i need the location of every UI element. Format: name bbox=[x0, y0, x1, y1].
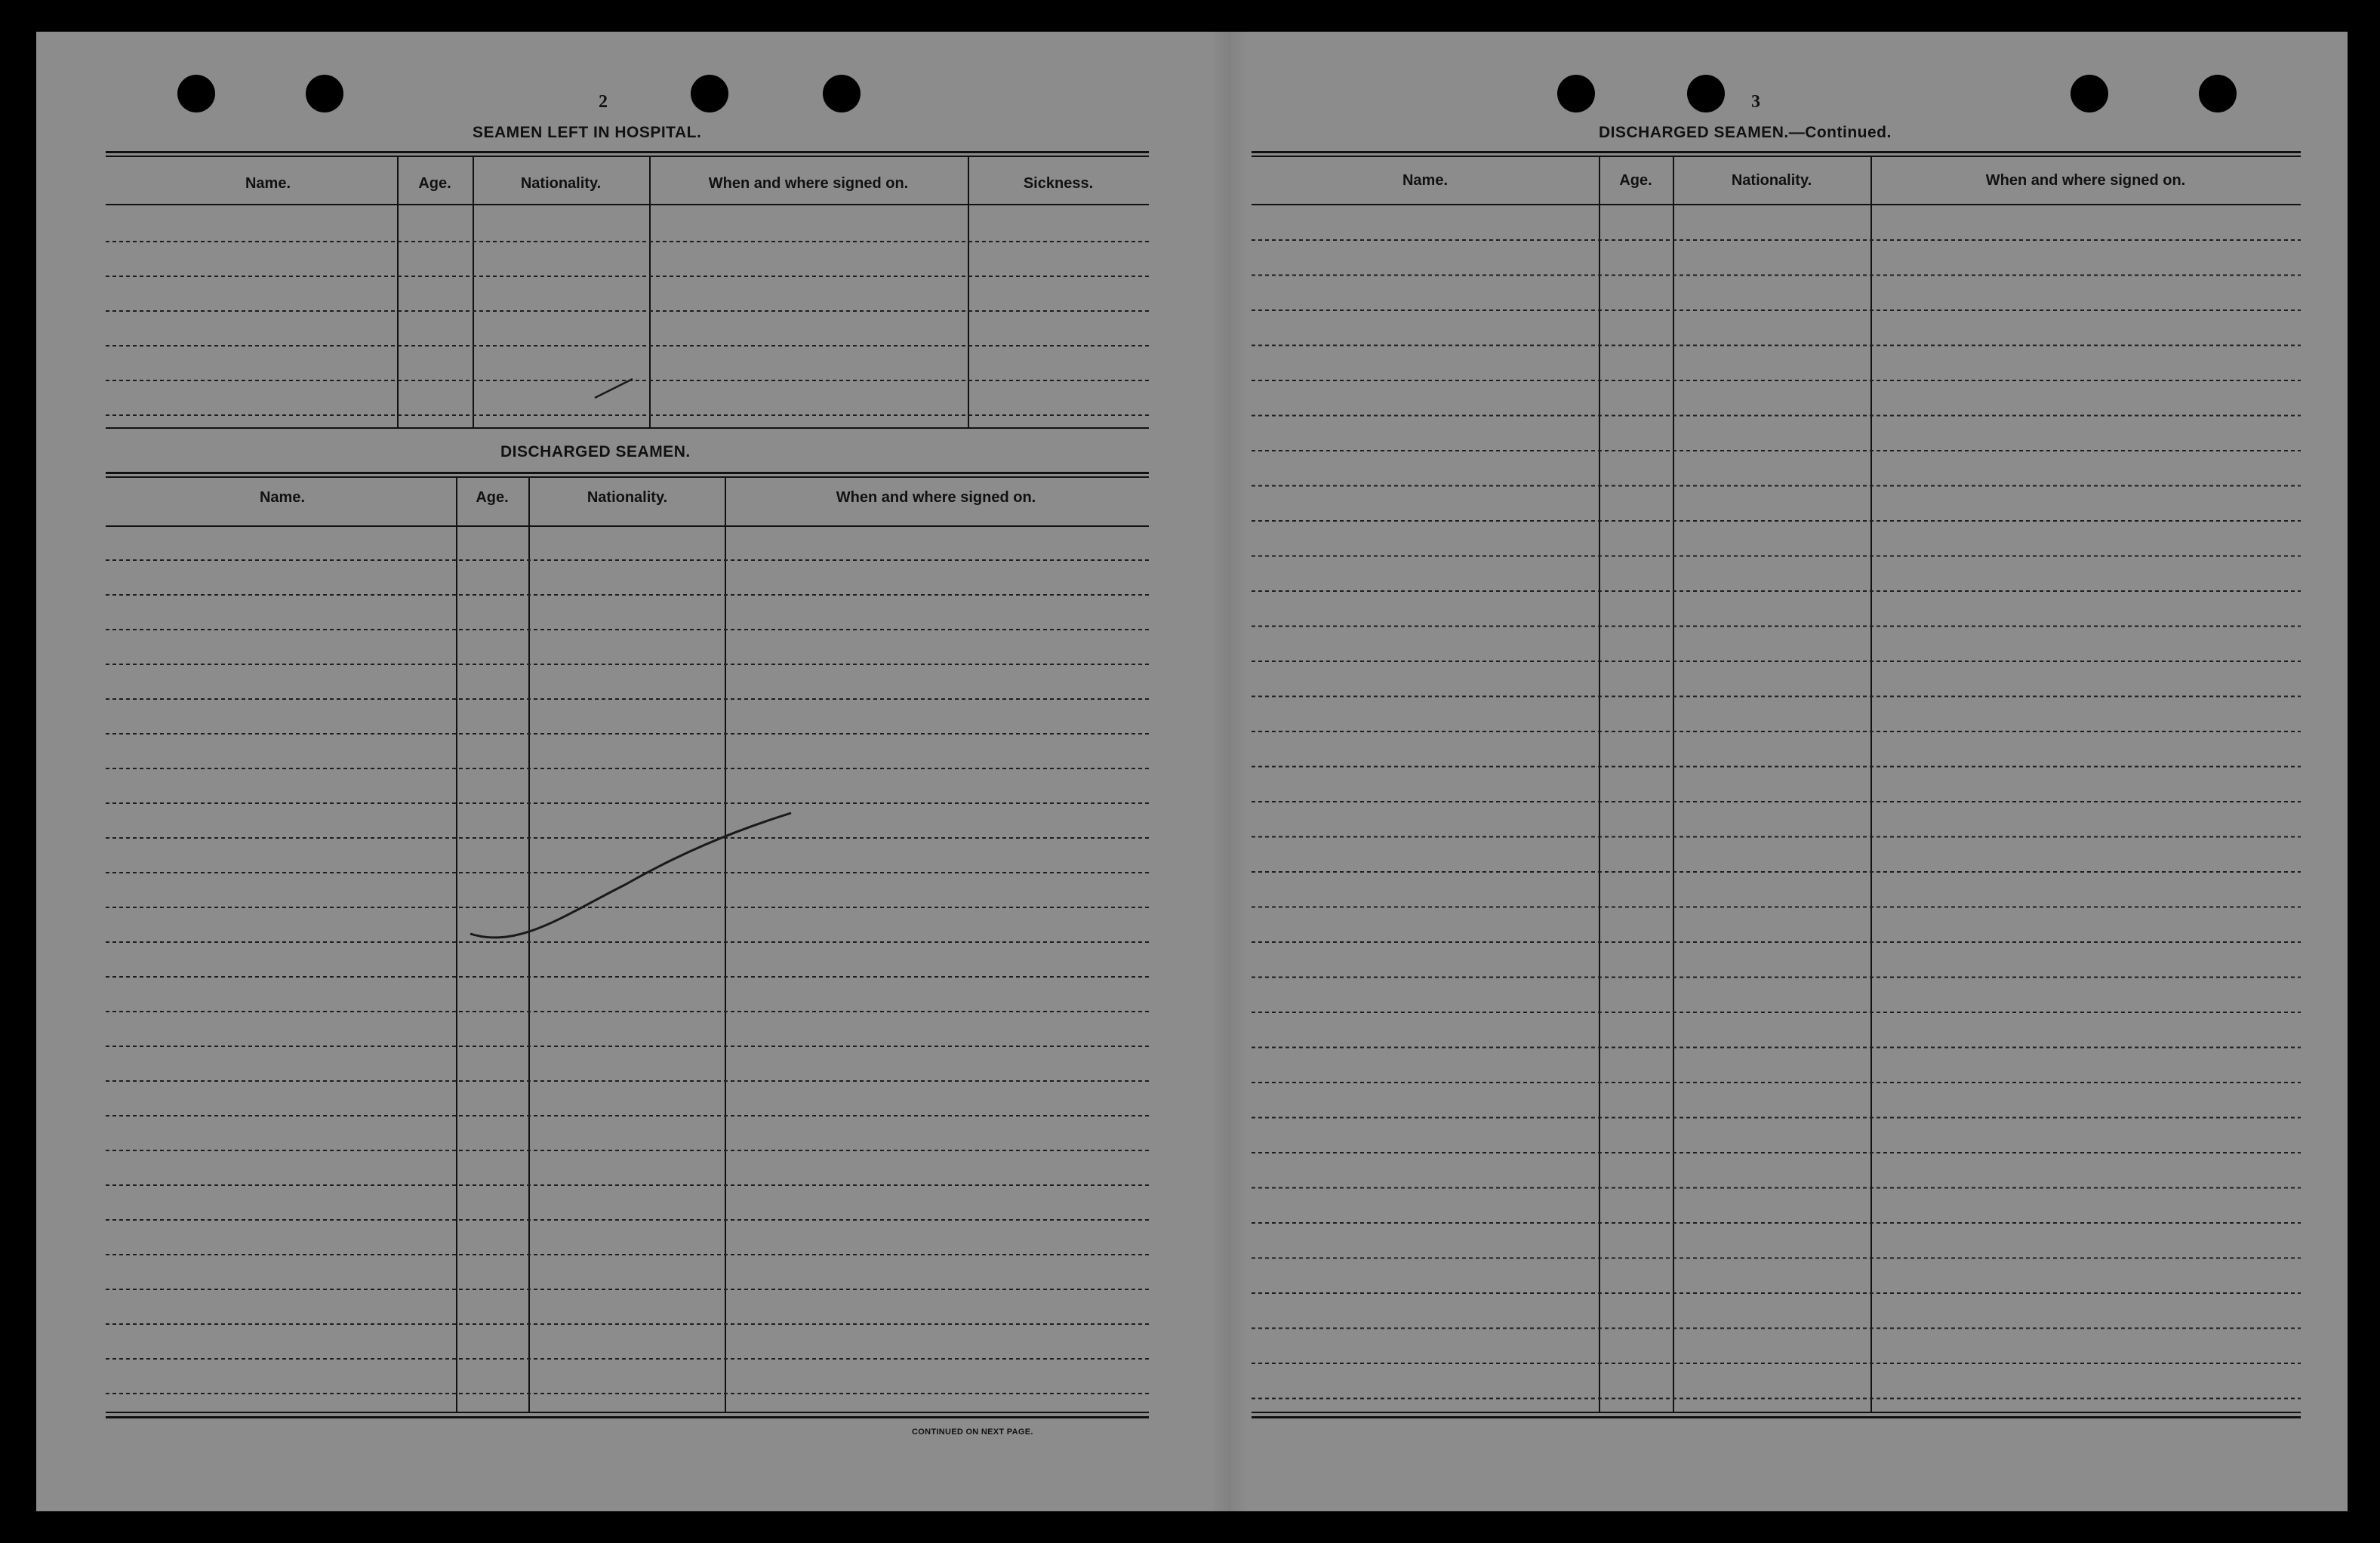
right-col-signed-on: When and where signed on. bbox=[1985, 172, 2186, 189]
right-page-number: 3 bbox=[1751, 92, 1760, 112]
hospital-section-title: SEAMEN LEFT IN HOSPITAL. bbox=[473, 124, 702, 141]
discharged-continued-title: DISCHARGED SEAMEN.—Continued. bbox=[1599, 124, 1892, 141]
right-col-name: Name. bbox=[1402, 172, 1449, 189]
hospital-col-signed-on: When and where signed on. bbox=[708, 175, 909, 192]
discharged-section-title: DISCHARGED SEAMEN. bbox=[500, 443, 691, 460]
hospital-col-sickness: Sickness. bbox=[1023, 175, 1094, 192]
hospital-col-nationality: Nationality. bbox=[520, 175, 602, 192]
continued-note: CONTINUED ON NEXT PAGE. bbox=[912, 1428, 1033, 1437]
discharged-col-age: Age. bbox=[476, 489, 509, 506]
pen-stroke bbox=[470, 813, 791, 938]
pen-stroke bbox=[595, 379, 633, 398]
right-col-nationality: Nationality. bbox=[1731, 172, 1812, 189]
discharged-col-signed-on: When and where signed on. bbox=[836, 489, 1036, 506]
left-page-number: 2 bbox=[599, 92, 608, 112]
right-col-age: Age. bbox=[1619, 172, 1652, 189]
ruled-lines-layer bbox=[36, 32, 2348, 1511]
hospital-col-name: Name. bbox=[245, 175, 291, 192]
document-sheet bbox=[36, 32, 2348, 1511]
hospital-col-age: Age. bbox=[418, 175, 451, 192]
discharged-col-name: Name. bbox=[259, 489, 306, 506]
discharged-col-nationality: Nationality. bbox=[587, 489, 668, 506]
